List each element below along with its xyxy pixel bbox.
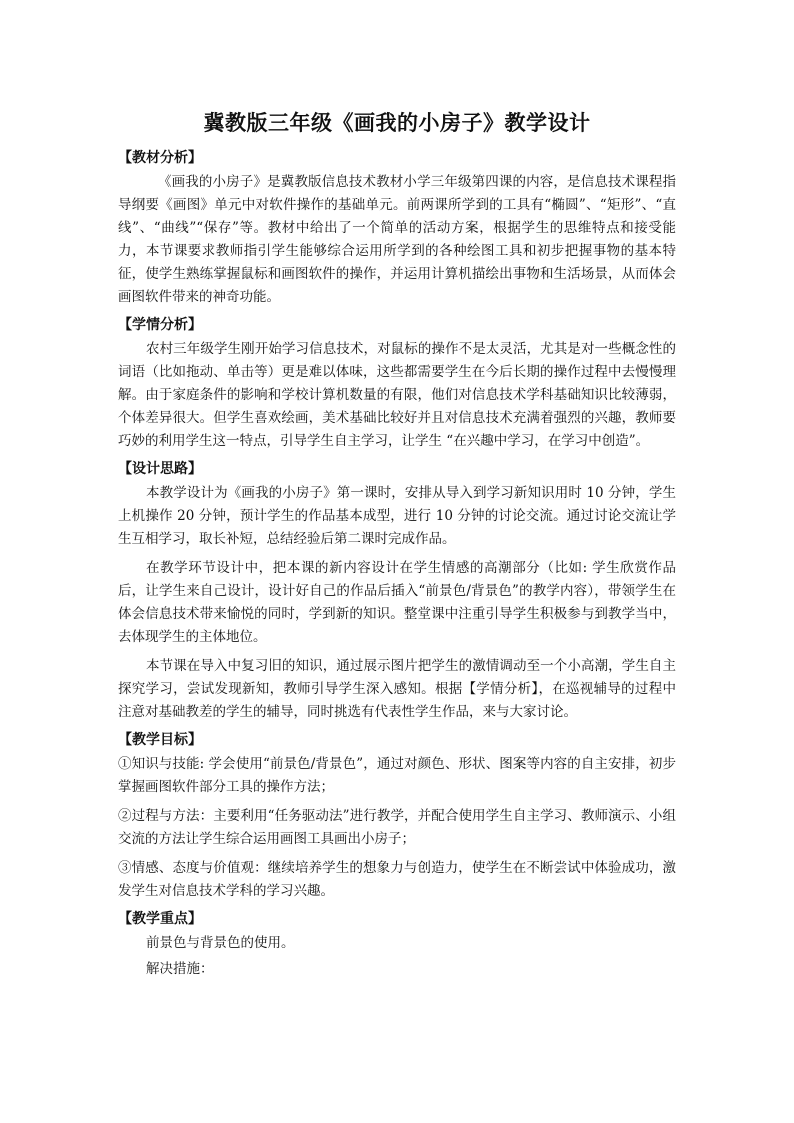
section-student-analysis [118,315,676,453]
section-teaching-goals [118,730,676,903]
section-key-points [118,909,676,981]
paragraph: 在教学环节设计中，把本课的新内容设计在学生情感的高潮部分（比如: 学生欣赏作品后，让学生来自己设计，设计好自己的作品后插入“前景色/背景色”的教学内容），带领学生在体会信息技术带来愉悦的同时，学到新的知识。整堂课中注重引导学生积极参与到教学当中，去体现学生的主体地位。 [118,560,676,645]
document-page [118,108,676,984]
paragraph: 本节课在导入中复习旧的知识，通过展示图片把学生的激情调动至一个小高潮，学生自主探究学习，尝试发现新知，教师引导学生深入感知。根据【学情分析】，在巡视辅导的过程中注意对基础教差的学生的辅导，同时挑选有代表性学生作品，来与大家讨论。 [118,658,676,720]
section-textbook-analysis [118,148,676,309]
section-heading: 【教学重点】 [118,911,202,927]
goal-item: ③情感、态度与价值观：继续培养学生的想象力与创造力，使学生在不断尝试中体验成功，激发学生对信息技术学科的学习兴趣。 [118,860,676,899]
section-heading: 【学情分析】 [118,317,202,333]
section-heading: 【教学目标】 [118,732,202,748]
paragraph: 《画我的小房子》是冀教版信息技术教材小学三年级第四课的内容，是信息技术课程指导纲要《画图》单元中对软件操作的基础单元。前两课所学到的工具有“椭圆”、“矩形”、“直线”、“曲线”“保存”等。教材中给出了一个简单的活动方案，根据学生的思维特点和接受能力，本节课要求教师指引学生能够综合运用所学到的各种绘图工具和初步把握事物的基本特征，使学生熟练掌握鼠标和画图软件的操作，并运用计算机描绘出事物和生活场景，从而体会画图软件带来的神奇功能。 [118,174,676,305]
paragraph: 本教学设计为《画我的小房子》第一课时，安排从导入到学习新知识用时 10 分钟，学生上机操作 20 分钟，预计学生的作品基本成型，进行 10 分钟的讨论交流。通过讨论交流让学生互相学习，取长补短，总结经验后第二课时完成作品。 [118,485,676,547]
section-design-ideas [118,459,676,724]
paragraph: 前景色与背景色的使用。 [146,935,295,951]
paragraph: 农村三年级学生刚开始学习信息技术，对鼠标的操作不是太灵活，尤其是对一些概念性的词语（比如拖动、单击等）更是难以体味，这些都需要学生在今后长期的操作过程中去慢慢理解。由于家庭条件的影响和学校计算机数量的有限，他们对信息技术学科基础知识比较薄弱，个体差异很大。但学生喜欢绘画，美术基础比较好并且对信息技术充满着强烈的兴趣，教师要巧妙的利用学生这一特点，引导学生自主学习，让学生 “在兴趣中学习，在学习中创造”。 [118,341,676,449]
section-heading: 【教材分析】 [118,150,202,166]
goal-item: ②过程与方法：主要利用“任务驱动法”进行教学，并配合使用学生自主学习、教师演示、小组交流的方法让学生综合运用画图工具画出小房子； [118,808,676,847]
document-title: 冀教版三年级《画我的小房子》教学设计 [203,111,591,135]
goal-item: ①知识与技能: 学会使用“前景色/背景色”，通过对颜色、形状、图案等内容的自主安排，初步掌握画图软件部分工具的操作方法； [118,756,676,795]
section-heading: 【设计思路】 [118,461,202,477]
paragraph: 解决措施： [146,961,214,977]
